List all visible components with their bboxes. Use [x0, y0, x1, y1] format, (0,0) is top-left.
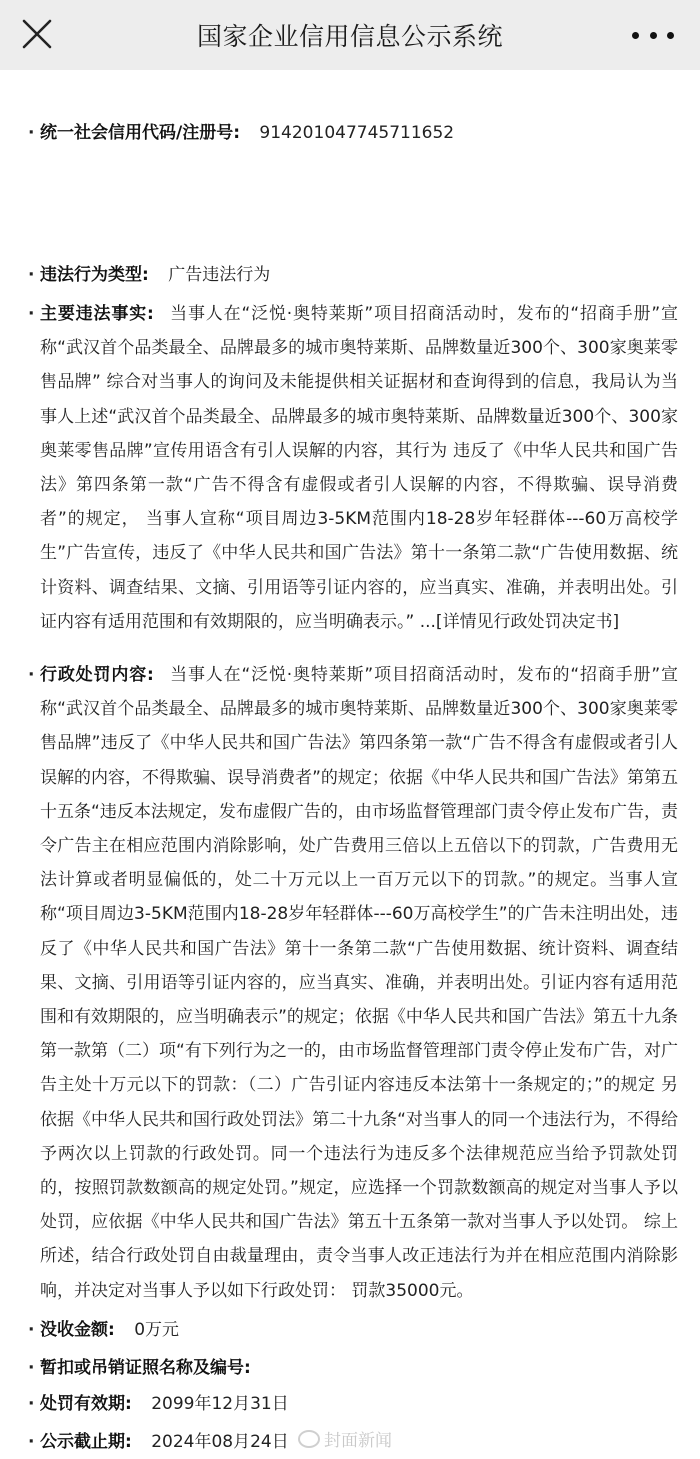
field-label: 主要违法事实: — [40, 304, 154, 324]
field-value: 2099年12月31日 — [151, 1394, 289, 1414]
field-penalty-validity — [28, 1387, 678, 1421]
bullet: · — [28, 304, 35, 324]
field-value: 当事人在“泛悦·奥特莱斯”项目招商活动时，发布的“招商手册”宣称“武汉首个品类最全、品牌最多的城市奥特莱斯、品牌数量近300个、300家奥莱零售品牌” 综合对当事人的询问及未能提供相关证据材和查询得到的信息，我局认为当事人上述“武汉首个品类最全、品牌最多的城市奥特莱斯、品牌数量近300个、300家奥莱零售品牌”宣传用语含有引人误解的内容，其行为 违反了《中华人民共和国广告法》第四条第一款“广告不得含有虚假或者引人误解的内容，不得欺骗、误导消费者”的规定， 当事人宣称“项目周边3-5KM范围内18-28岁年轻群体---60万高校学生”广告宣传，违反了《中华人民共和国广告法》第十一条第二款“广告使用数据、统计资料、调查结果、文摘、引用语等引证内容的，应当真实、准确，并表明出处。引证内容有适用范围和有效期限的，应当明确表示。” — [40, 304, 678, 632]
field-label: 没收金额: — [40, 1320, 115, 1340]
field-value: 914201047745711652 — [259, 123, 455, 143]
bullet: · — [28, 1394, 35, 1414]
more-dot-icon — [650, 32, 657, 39]
field-value: 广告违法行为 — [168, 265, 271, 285]
more-dot-icon — [632, 32, 639, 39]
bullet: · — [28, 123, 35, 143]
field-label: 公示截止期: — [40, 1432, 132, 1452]
field-label: 处罚有效期: — [40, 1394, 132, 1414]
field-value: 0万元 — [134, 1320, 180, 1340]
bullet: · — [28, 265, 35, 285]
bullet: · — [28, 1358, 35, 1378]
field-penalty-content — [28, 658, 678, 1308]
field-label: 暂扣或吊销证照名称及编号: — [40, 1358, 251, 1378]
field-main-facts — [28, 297, 678, 639]
bullet: · — [28, 665, 35, 685]
weibo-icon — [298, 1430, 320, 1448]
more-options-button[interactable] — [632, 22, 674, 48]
details-link[interactable]: ...[详情见行政处罚决定书] — [419, 611, 620, 632]
watermark-text: 封面新闻 — [324, 1431, 392, 1451]
field-value: 2024年08月24日 — [151, 1432, 289, 1452]
close-button[interactable] — [18, 15, 56, 53]
page-title: 国家企业信用信息公示系统 — [196, 22, 503, 51]
field-label: 行政处罚内容: — [40, 665, 154, 685]
watermark — [298, 1426, 392, 1451]
field-label: 违法行为类型: — [40, 265, 149, 285]
title-bar — [0, 0, 700, 70]
bullet: · — [28, 1432, 35, 1452]
field-license-suspension — [28, 1351, 678, 1385]
field-credit-code — [28, 116, 678, 150]
more-dot-icon — [667, 32, 674, 39]
field-violation-type — [28, 258, 678, 292]
field-value: 当事人在“泛悦·奥特莱斯”项目招商活动时，发布的“招商手册”宣称“武汉首个品类最全、品牌最多的城市奥特莱斯、品牌数量近300个、300家奥莱零售品牌”违反了《中华人民共和国广告法》第四条第一款“广告不得含有虚假或者引人误解的内容，不得欺骗、误导消费者”的规定；依据《中华人民共和国广告法》第第五十五条“违反本法规定，发布虚假广告的，由市场监督管理部门责令停止发布广告，责令广告主在相应范围内消除影响，处广告费用三倍以上五倍以下的罚款，广告费用无法计算或者明显偏低的，处二十万元以上一百万元以下的罚款。”的规定。当事人宣称“项目周边3-5KM范围内18-28岁年轻群体---60万高校学生”的广告未注明出处，违反了《中华人民共和国广告法》第十一条第二款“广告使用数据、统计资料、调查结果、文摘、引用语等引证内容的，应当真实、准确，并表明出处。引证内容有适用范围和有效期限的，应当明确表示”的规定；依据《中华人民共和国广告法》第五十九条第一款第（二）项“有下列行为之一的，由市场监督管理部门责令停止发布广告，对广告主处十万元以下的罚款：（二）广告引证内容违反本法第十一条规定的；”的规定 另依据《中华人民共和国行政处罚法》第二十九条“对当事人的同一个违法行为，不得给予两次以上罚款的行政处罚。同一个违法行为违反多个法律规范应当给予罚款处罚的，按照罚款数额高的规定处罚。”规定，应选择一个罚款数额高的规定对当事人予以处罚，应依据《中华人民共和国广告法》第五十五条第一款对当事人予以处罚。 综上所述，结合行政处罚自由裁量理由，责令当事人改正违法行为并在相应范围内消除影响，并决定对当事人予以如下行政处罚： 罚款35000元。 — [40, 665, 678, 1301]
bullet: · — [28, 1320, 35, 1340]
field-confiscation-amount — [28, 1313, 678, 1347]
close-icon — [18, 15, 56, 53]
field-label: 统一社会信用代码/注册号: — [40, 123, 241, 143]
